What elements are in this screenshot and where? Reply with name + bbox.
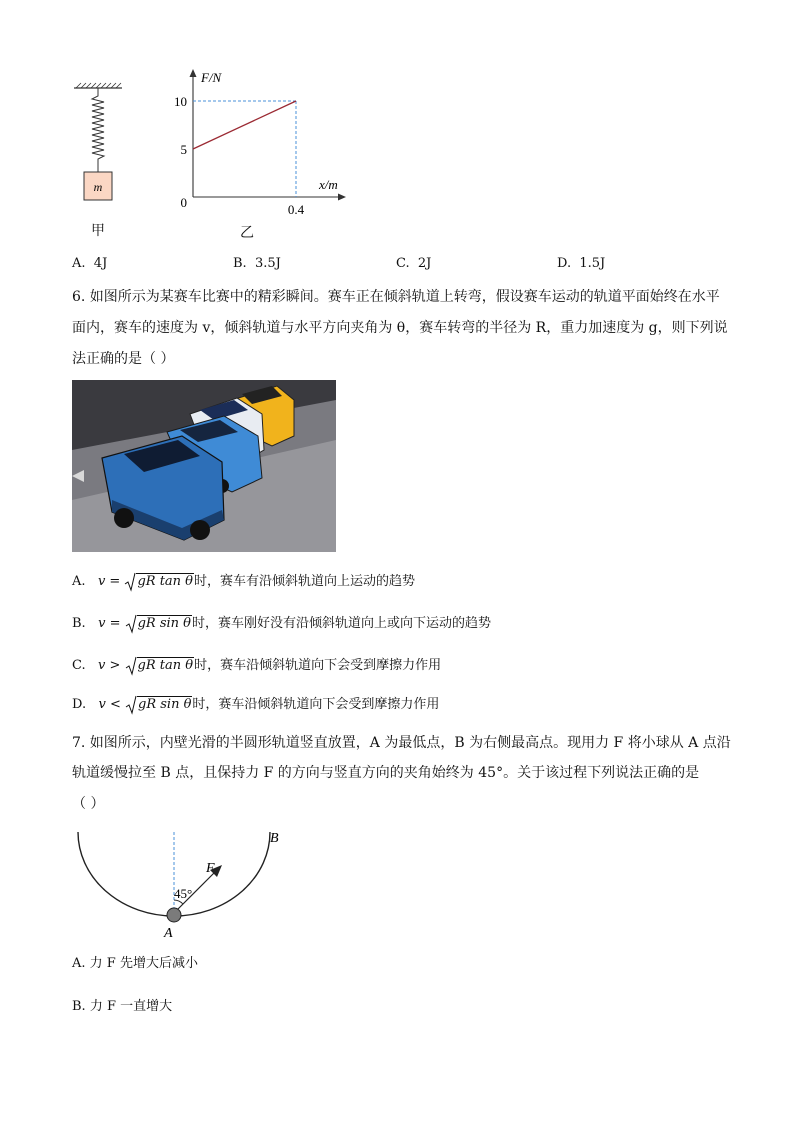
q6-option-b-letter: B. (72, 616, 86, 631)
mass-label: m (93, 180, 103, 194)
label-b: B (270, 831, 279, 846)
q6-option-d[interactable] (72, 693, 439, 715)
x-axis-arrow (338, 194, 346, 201)
x-tick-0.4: 0.4 (287, 202, 305, 215)
q6-option-d-lhs: v < (98, 697, 121, 712)
q7-option-a-text: 力 F 先增大后减小 (89, 956, 198, 971)
ceiling-hatch (76, 83, 121, 88)
sqrt-sign-icon (125, 614, 137, 634)
q6-option-c-text: 时，赛车沿倾斜轨道向下会受到摩擦力作用 (194, 658, 442, 673)
q7-stem-line-2: 轨道缓慢拉至 B 点，且保持力 F 的方向与竖直方向的夹角始终为 45°。关于该过程下列说法正确的是 (72, 765, 700, 781)
q6-stem-line-1: 6. 如图所示为某赛车比赛中的精彩瞬间。赛车正在倾斜轨道上转弯，假设赛车运动的轨道平面始终在水平 (72, 289, 720, 305)
q6-option-d-letter: D. (72, 697, 87, 712)
q6-option-c-letter: C. (72, 658, 86, 673)
q7-stem-line-3: （ ） (72, 796, 105, 812)
sqrt-sign-icon (125, 695, 137, 715)
q6-option-b-text: 时，赛车刚好没有沿倾斜轨道向上或向下运动的趋势 (192, 616, 492, 631)
sqrt-sign-icon (124, 572, 136, 592)
q6-option-d-radicand: gR sin θ (138, 697, 192, 712)
q5-option-d-letter: D. (557, 256, 572, 271)
angle-label: 45° (174, 886, 193, 901)
f-x-chart (165, 65, 350, 215)
q5-option-a-letter: A. (72, 256, 86, 271)
q6-option-b-lhs: v = (98, 616, 121, 631)
q5-option-c[interactable] (396, 256, 431, 271)
q7-option-b-letter: B. (72, 999, 86, 1014)
q5-option-b-letter: B. (233, 256, 247, 271)
sqrt-sign-icon (125, 656, 137, 676)
label-f: F (206, 861, 215, 876)
q5-option-d[interactable] (557, 256, 605, 271)
spring-mass-figure (70, 80, 130, 210)
q6-stem-line-3: 法正确的是（ ） (72, 351, 175, 367)
ball (167, 908, 181, 922)
q5-option-d-text: 1.5J (579, 256, 606, 271)
spring (92, 88, 104, 172)
q5-option-b[interactable] (233, 256, 281, 271)
fig-yi-caption: 乙 (240, 225, 254, 241)
q5-option-c-text: 2J (417, 256, 432, 271)
q6-option-b[interactable] (72, 612, 491, 634)
fig-jia-caption: 甲 (91, 223, 105, 239)
q6-option-c-radicand: gR tan θ (137, 658, 194, 673)
q7-option-a-letter: A. (72, 956, 86, 971)
q5-option-a[interactable] (72, 256, 107, 271)
q6-stem-line-2: 面内，赛车的速度为 v，倾斜轨道与水平方向夹角为 θ，赛车转弯的半径为 R，重力加速度为 g，则下列说 (72, 320, 728, 336)
q6-option-a-radicand: gR tan θ (137, 574, 194, 589)
q6-option-a-lhs: v = (97, 574, 121, 589)
q7-option-a[interactable] (72, 952, 198, 971)
y-tick-5: 5 (180, 142, 187, 157)
y-axis-arrow (190, 69, 197, 77)
race-car-photo (72, 380, 336, 552)
q7-stem-line-1: 7. 如图所示，内壁光滑的半圆形轨道竖直放置，A 为最低点，B 为右侧最高点。现用力 F 将小球从 A 点沿 (72, 735, 731, 751)
q7-option-b[interactable] (72, 995, 172, 1014)
origin-label: 0 (180, 195, 187, 210)
q6-option-c-lhs: v > (98, 658, 121, 673)
q6-option-b-radicand: gR sin θ (137, 616, 192, 631)
y-axis-label: F/N (201, 70, 222, 85)
force-line (193, 101, 296, 149)
q6-option-a-text: 时，赛车有沿倾斜轨道向上运动的趋势 (194, 574, 416, 589)
q6-option-a[interactable] (72, 570, 415, 592)
q6-option-a-letter: A. (72, 574, 86, 589)
label-a: A (164, 926, 173, 941)
q5-option-b-text: 3.5J (254, 256, 281, 271)
q5-option-a-text: 4J (93, 256, 108, 271)
q5-option-c-letter: C. (396, 256, 410, 271)
q6-option-c[interactable] (72, 654, 441, 676)
x-axis-label: x/m (319, 177, 338, 192)
race-car-photo-art (72, 380, 336, 552)
q7-option-b-text: 力 F 一直增大 (89, 999, 173, 1014)
y-tick-10: 10 (174, 94, 187, 109)
q6-option-d-text: 时，赛车沿倾斜轨道向下会受到摩擦力作用 (192, 697, 440, 712)
semicircle-track-figure (66, 820, 292, 944)
